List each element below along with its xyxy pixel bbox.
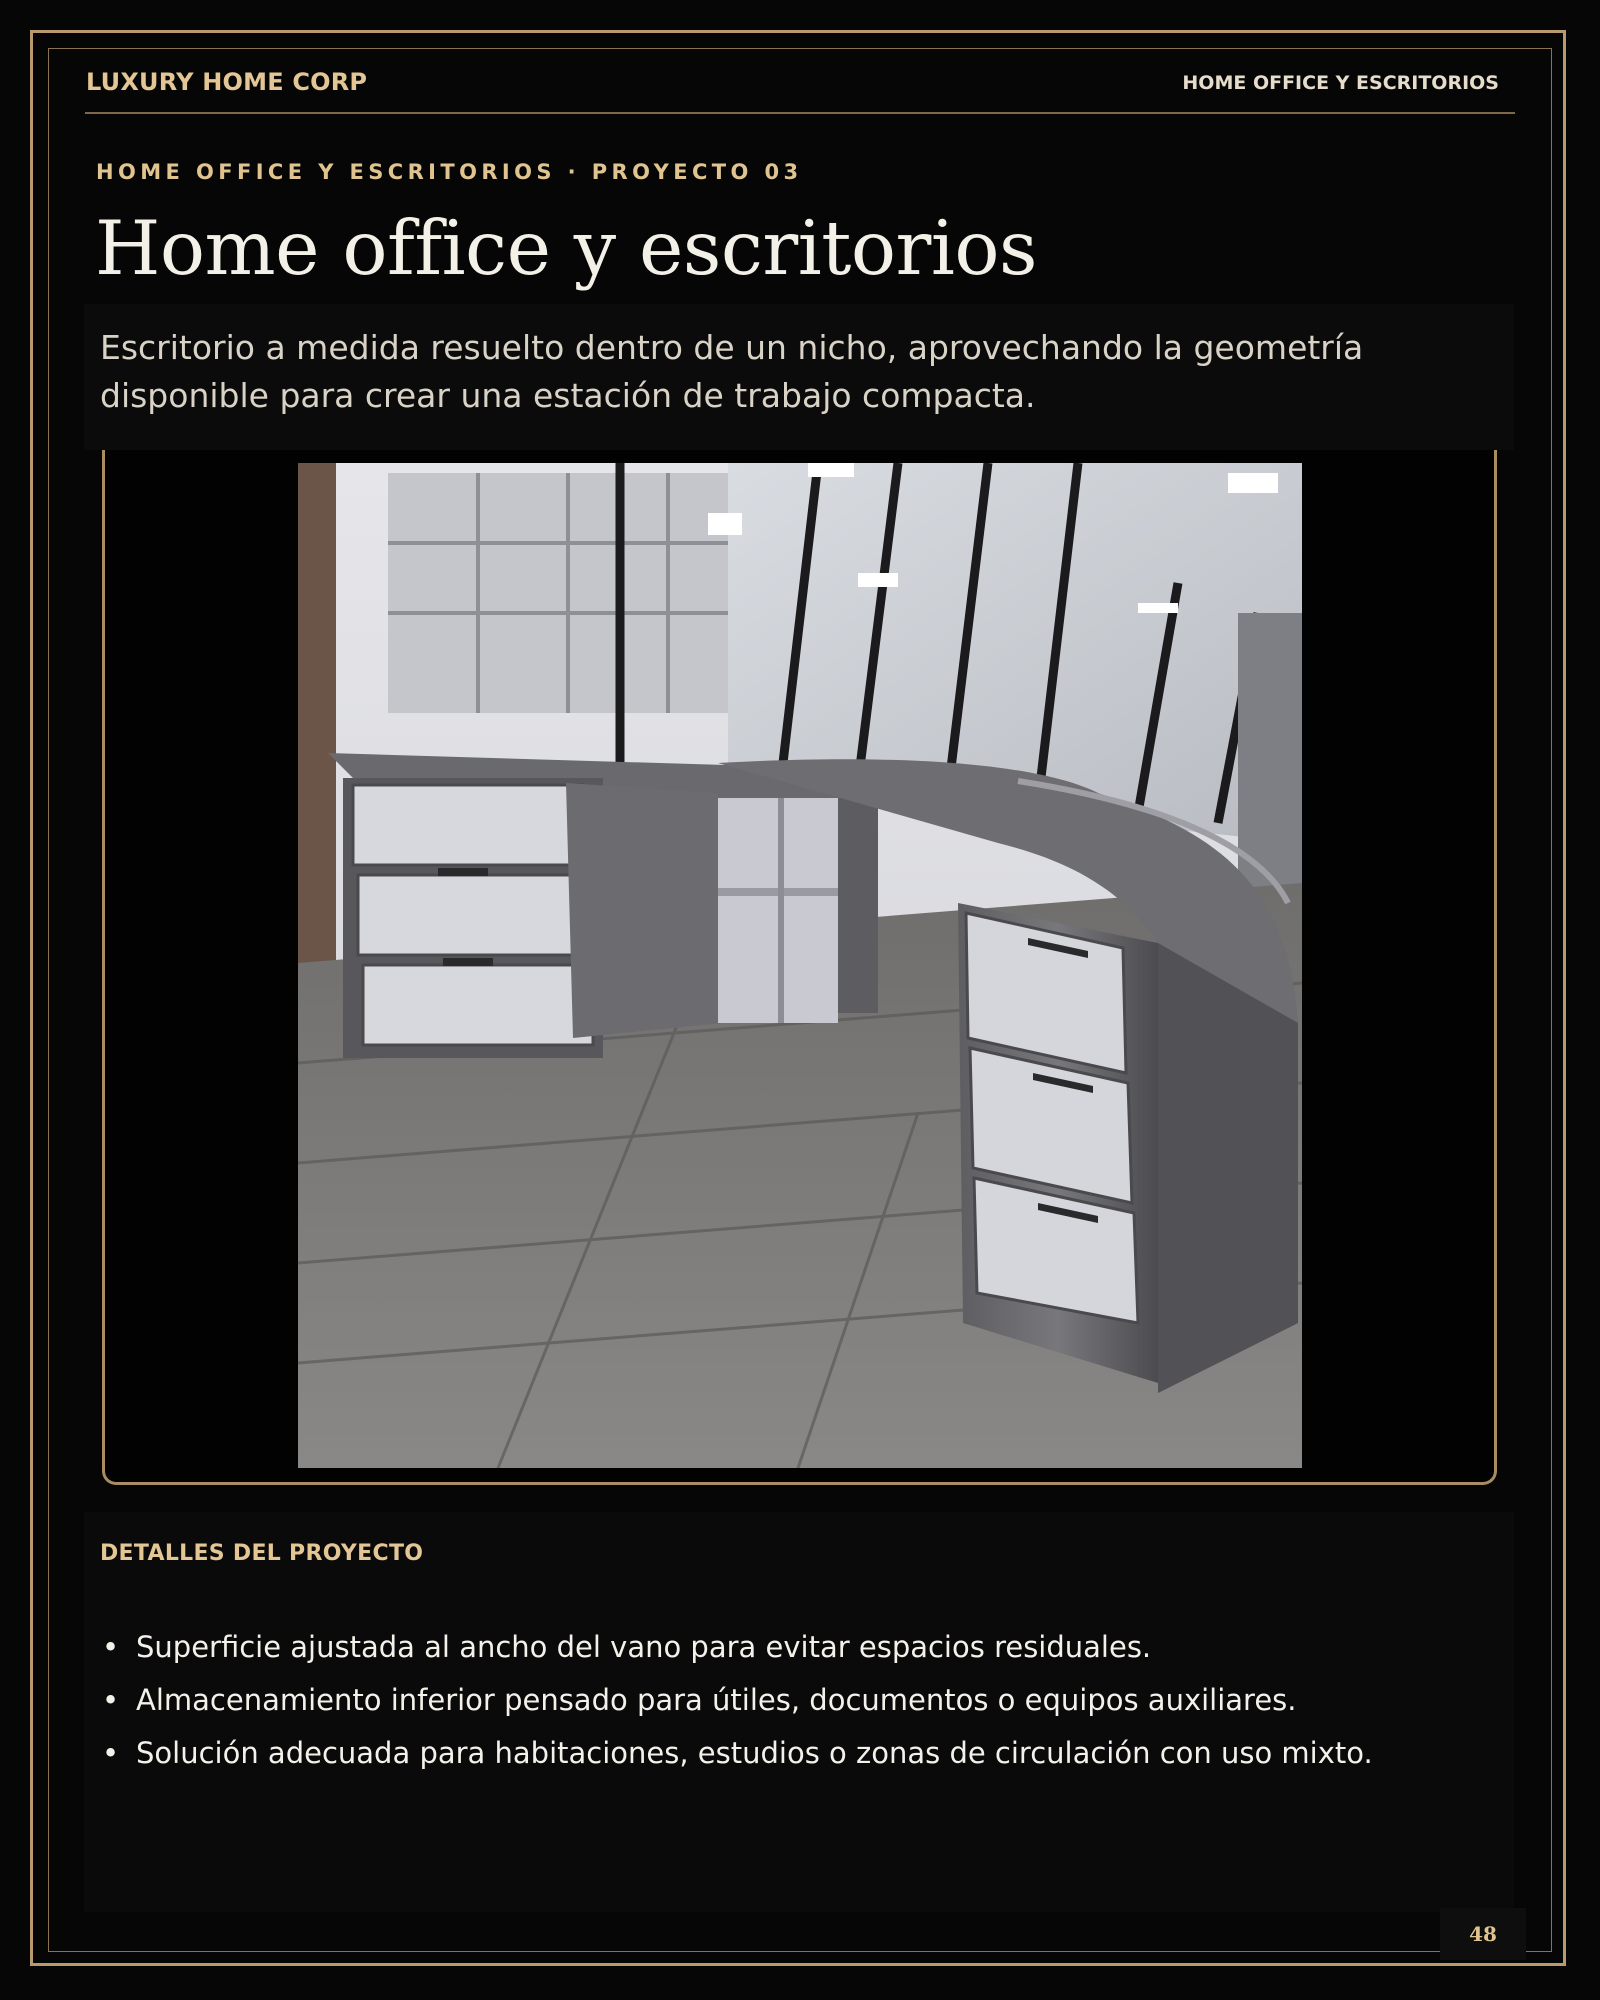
header-section-label: HOME OFFICE Y ESCRITORIOS	[1182, 72, 1499, 94]
page-number: 48	[1469, 1922, 1497, 1946]
project-eyebrow: HOME OFFICE Y ESCRITORIOS · PROYECTO 03	[96, 160, 803, 184]
list-item: • Solución adecuada para habitaciones, estudios o zonas de circulación con uso mixto.	[100, 1732, 1400, 1775]
page-header	[85, 62, 1515, 114]
details-list	[100, 1626, 1400, 1785]
brand-name: LUXURY HOME CORP	[86, 68, 368, 96]
details-title: DETALLES DEL PROYECTO	[100, 1541, 424, 1566]
lead-paragraph: Escritorio a medida resuelto dentro de un nicho, aprovechando la geometría disponible para crear una estación de trabajo compacta.	[100, 328, 1364, 415]
desk-photo	[298, 463, 1302, 1468]
list-item: • Almacenamiento inferior pensado para útiles, documentos o equipos auxiliares.	[100, 1679, 1400, 1722]
list-item: • Superficie ajustada al ancho del vano para evitar espacios residuales.	[100, 1626, 1400, 1669]
page-title: Home office y escritorios	[95, 204, 1037, 292]
desk-photo-illustration	[298, 463, 1302, 1468]
